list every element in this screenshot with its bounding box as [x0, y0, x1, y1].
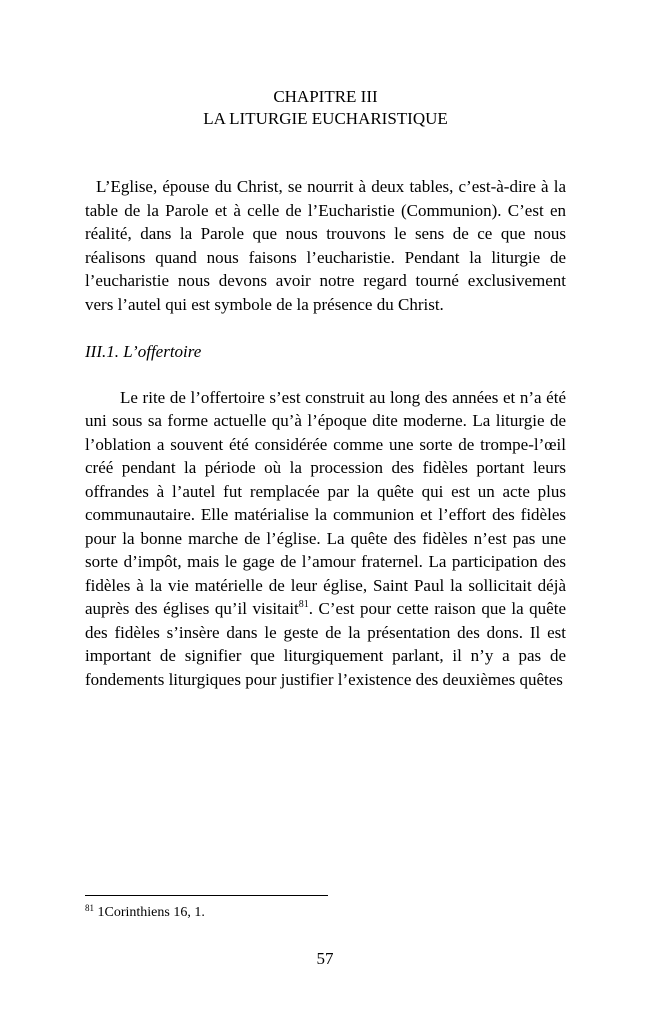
- section-paragraph-part2: . C’est pour cette raison que la quête des fidèles s’insère dans le geste de la présentation des dons. Il est important de signifier que liturgiquement parlant, il n’y a pas de fondements liturgiques pour justifier l’existence des deuxièmes quêtes: [85, 599, 566, 689]
- footnote: [85, 904, 205, 922]
- footnote-text: 1Corinthiens 16, 1.: [94, 905, 205, 920]
- page-content: [85, 86, 566, 691]
- intro-paragraph: L’Eglise, épouse du Christ, se nourrit à deux tables, c’est-à-dire à la table de la Parole et à celle de l’Eucharistie (Communion). C’est en réalité, dans la Parole que nous trouvons le sens de ce que nous réalisons quand nous faisons l’eucharistie. Pendant la liturgie de l’eucharistie nous devons avoir notre regard tourné exclusivement vers l’autel qui est symbole de la présence du Christ.: [85, 177, 566, 314]
- footnote-number: 81: [85, 903, 94, 913]
- chapter-title: LA LITURGIE EUCHARISTIQUE: [203, 109, 448, 128]
- section-title: III.1. L’offertoire: [85, 342, 202, 361]
- footnote-separator: [85, 895, 328, 896]
- section-paragraph: [85, 386, 566, 692]
- footnote-reference: 81: [298, 599, 309, 610]
- page-number: 57: [316, 949, 334, 968]
- section-paragraph-part1: Le rite de l’offertoire s’est construit au long des années et n’a été uni sous sa forme actuelle qu’à l’époque dite moderne. La liturgie de l’oblation a souvent été considérée comme une sorte de trompe-l’œil créé pendant la période où la procession des fidèles portant leurs offrandes à l’autel fut remplacée par la quête qui est un acte plus communautaire. Elle matérialise la communion et l’effort des fidèles pour la bonne marche de l’église. La quête des fidèles n’est pas une sorte d’impôt, mais le gage de l’amour fraternel. La participation des fidèles à la vie matérielle de leur église, Saint Paul la sollicitait déjà auprès des églises qu’il visitait: [85, 387, 566, 618]
- chapter-number: CHAPITRE III: [273, 87, 378, 106]
